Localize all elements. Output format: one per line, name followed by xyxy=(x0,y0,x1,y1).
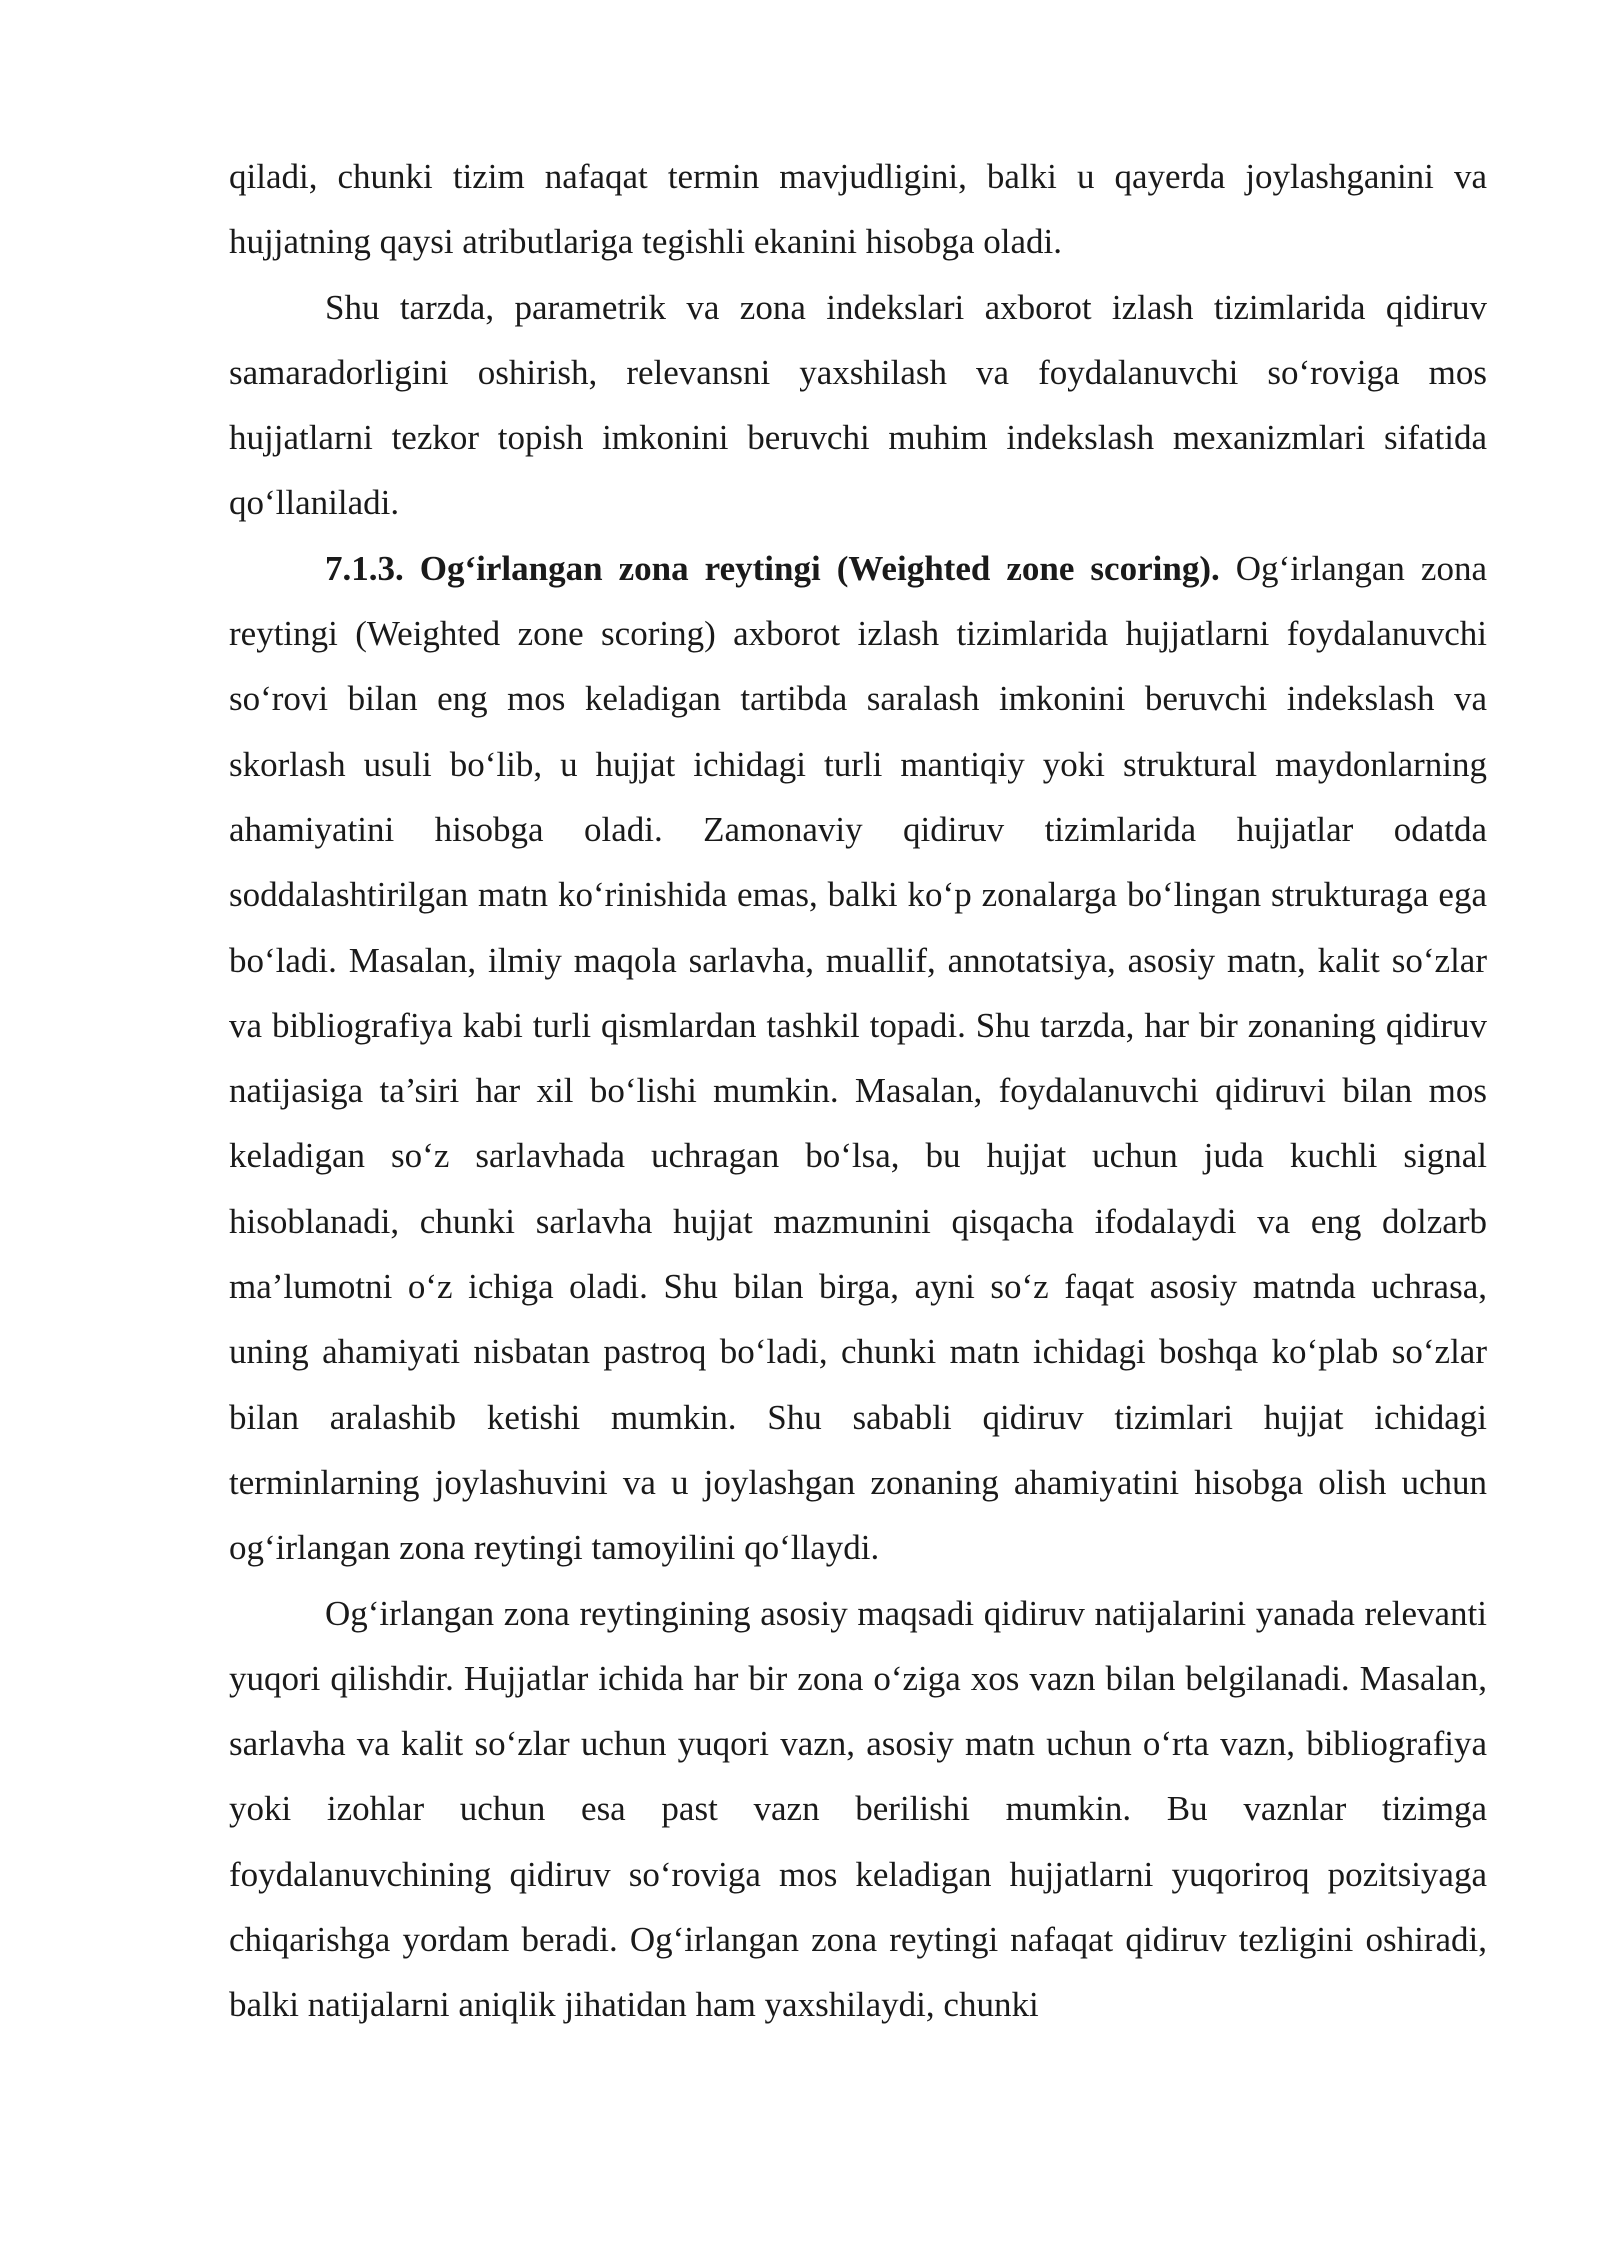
paragraph-text: Og‘irlangan zona reytingi (Weighted zone scoring) axborot izlash tizimlarida hujjatlarni foydalanuvchi so‘rovi bilan eng mos keladigan tartibda saralash imkonini beruvchi indekslash va skorlash usuli bo‘lib, u hujjat ichidagi turli mantiqiy yoki struktural maydonlarning ahamiyatini hisobga oladi. Zamonaviy qidiruv tizimlarida hujjatlar odatda soddalashtirilgan matn ko‘rinishida emas, balki ko‘p zonalarga bo‘lingan strukturaga ega bo‘ladi. Masalan, ilmiy maqola sarlavha, muallif, annotatsiya, asosiy matn, kalit so‘zlar va bibliografiya kabi turli qismlardan tashkil topadi. Shu tarzda, har bir zonaning qidiruv natijasiga ta’siri har xil bo‘lishi mumkin. Masalan, foydalanuvchi qidiruvi bilan mos keladigan so‘z sarlavhada uchragan bo‘lsa, bu hujjat uchun juda kuchli signal hisoblanadi, chunki sarlavha hujjat mazmunini qisqacha ifodalaydi va eng dolzarb ma’lumotni o‘z ichiga oladi. Shu bilan birga, ayni so‘z faqat asosiy matnda uchrasa, uning ahamiyati nisbatan pastroq bo‘ladi, chunki matn ichidagi boshqa ko‘plab so‘zlar bilan aralashib ketishi mumkin. Shu sababli qidiruv tizimlari hujjat ichidagi terminlarning joylashuvini va u joylashgan zonaning ahamiyatini hisobga olish uchun og‘irlangan zona reytingi tamoyilini qo‘llaydi. xyxy=(229,548,1487,1568)
paragraph-section-7-1-3 xyxy=(229,536,1487,1581)
paragraph-text: qiladi, chunki tizim nafaqat termin mavjudligini, balki u qayerda joylashganini va hujjatning qaysi atributlariga tegishli ekanini hisobga oladi. xyxy=(229,157,1487,262)
paragraph-summary xyxy=(229,275,1487,536)
paragraph-text: Og‘irlangan zona reytingining asosiy maqsadi qidiruv natijalarini yanada relevanti yuqori qilishdir. Hujjatlar ichida har bir zona o‘ziga xos vazn bilan belgilanadi. Masalan, sarlavha va kalit so‘zlar uchun yuqori vazn, asosiy matn uchun o‘rta vazn, bibliografiya yoki izohlar uchun esa past vazn berilishi mumkin. Bu vaznlar tizimga foydalanuvchining qidiruv so‘roviga mos keladigan hujjatlarni yuqoriroq pozitsiyaga chiqarishga yordam beradi. Og‘irlangan zona reytingi nafaqat qidiruv tezligini oshiradi, balki natijalarni aniqlik jihatidan ham yaxshilaydi, chunki xyxy=(229,1593,1487,2025)
section-heading: 7.1.3. Og‘irlangan zona reytingi (Weighted zone scoring). xyxy=(325,548,1220,588)
paragraph-continuation xyxy=(229,144,1487,275)
document-body xyxy=(229,144,1487,2038)
paragraph-purpose xyxy=(229,1581,1487,2038)
paragraph-text: Shu tarzda, parametrik va zona indekslari axborot izlash tizimlarida qidiruv samaradorligini oshirish, relevansni yaxshilash va foydalanuvchi so‘roviga mos hujjatlarni tezkor topish imkonini beruvchi muhim indekslash mexanizmlari sifatida qo‘llaniladi. xyxy=(229,287,1487,523)
